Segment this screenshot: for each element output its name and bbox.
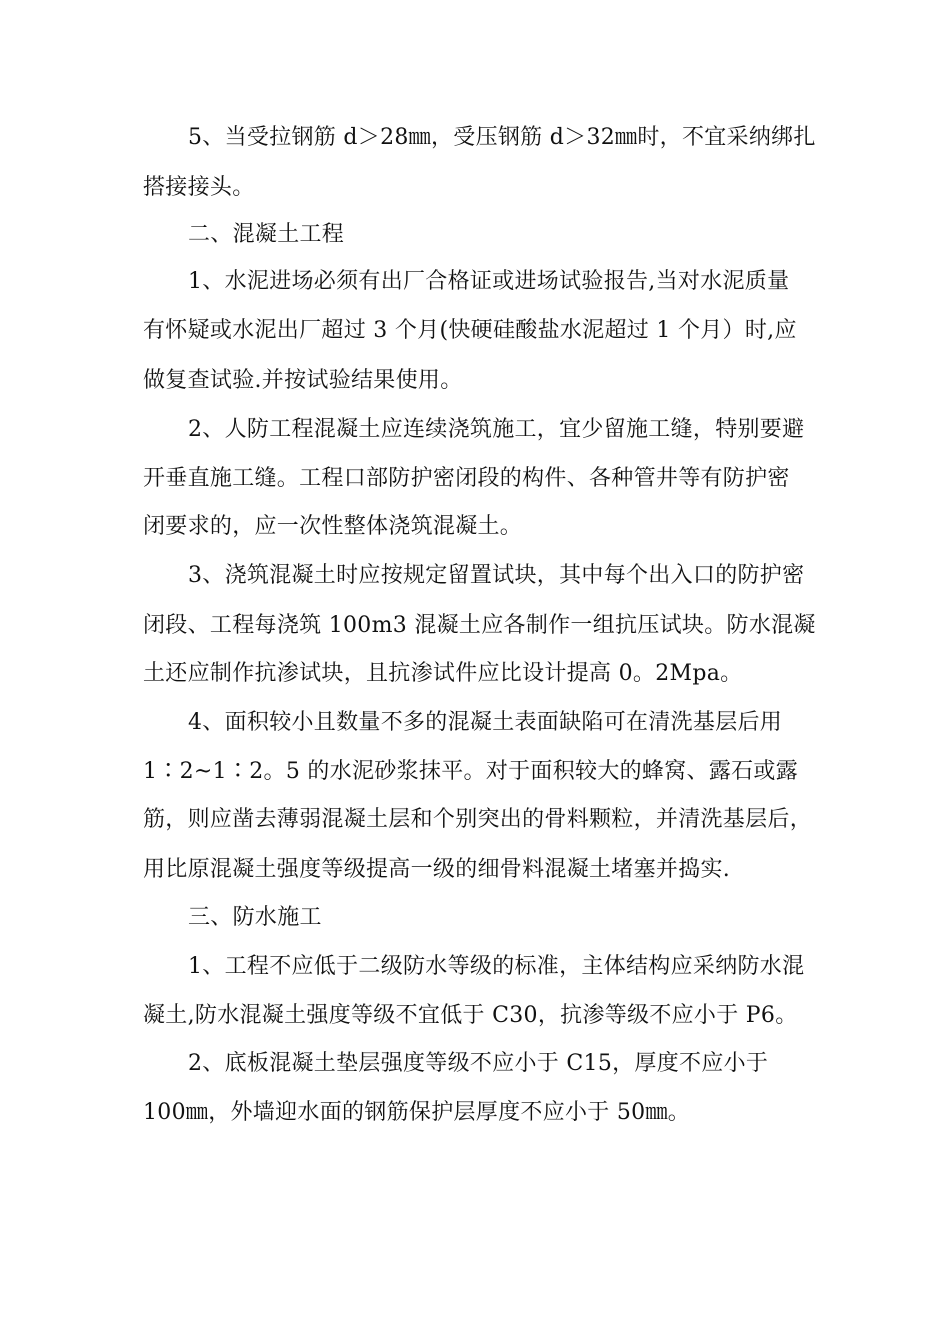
- paragraph-line: 2、底板混凝土垫层强度等级不应小于 C15，厚度不应小于: [188, 1051, 769, 1076]
- paragraph-line: 100㎜，外墙迎水面的钢筋保护层厚度不应小于 50㎜。: [143, 1100, 691, 1125]
- section-heading: 三、防水施工: [188, 905, 322, 930]
- paragraph-line: 4、面积较小且数量不多的混凝土表面缺陷可在清洗基层后用: [188, 710, 783, 735]
- paragraph-line: 闭段、工程每浇筑 100m3 混凝土应各制作一组抗压试块。防水混凝: [143, 613, 816, 638]
- paragraph-line: 1∶2~1∶2。5 的水泥砂浆抹平。对于面积较大的蜂窝、露石或露: [143, 759, 799, 784]
- paragraph-line: 5、当受拉钢筋 d＞28㎜，受压钢筋 d＞32㎜时，不宜采纳绑扎: [188, 125, 816, 150]
- paragraph-line: 1、水泥进场必须有出厂合格证或进场试验报告,当对水泥质量: [188, 269, 790, 294]
- paragraph-line: 土还应制作抗渗试块，且抗渗试件应比设计提高 0。2Mpa。: [143, 661, 743, 686]
- paragraph-line: 1、工程不应低于二级防水等级的标准，主体结构应采纳防水混: [188, 954, 805, 979]
- section-heading: 二、混凝土工程: [188, 222, 345, 247]
- paragraph-line: 搭接接头。: [143, 175, 255, 200]
- paragraph-line: 筋，则应凿去薄弱混凝土层和个别突出的骨料颗粒，并清洗基层后，: [143, 807, 813, 832]
- paragraph-line: 有怀疑或水泥出厂超过 3 个月(快硬硅酸盐水泥超过 1 个月）时,应: [143, 318, 797, 343]
- paragraph-line: 闭要求的，应一次性整体浇筑混凝土。: [143, 514, 523, 539]
- paragraph-line: 用比原混凝土强度等级提高一级的细骨料混凝土堵塞并捣实.: [143, 857, 731, 882]
- paragraph-line: 凝土,防水混凝土强度等级不宜低于 C30，抗渗等级不应小于 P6。: [143, 1003, 798, 1028]
- paragraph-line: 开垂直施工缝。工程口部防护密闭段的构件、各种管井等有防护密: [143, 466, 790, 491]
- paragraph-line: 做复查试验.并按试验结果使用。: [143, 368, 463, 393]
- paragraph-line: 2、人防工程混凝土应连续浇筑施工，宜少留施工缝，特别要避: [188, 417, 805, 442]
- paragraph-line: 3、浇筑混凝土时应按规定留置试块，其中每个出入口的防护密: [188, 563, 805, 588]
